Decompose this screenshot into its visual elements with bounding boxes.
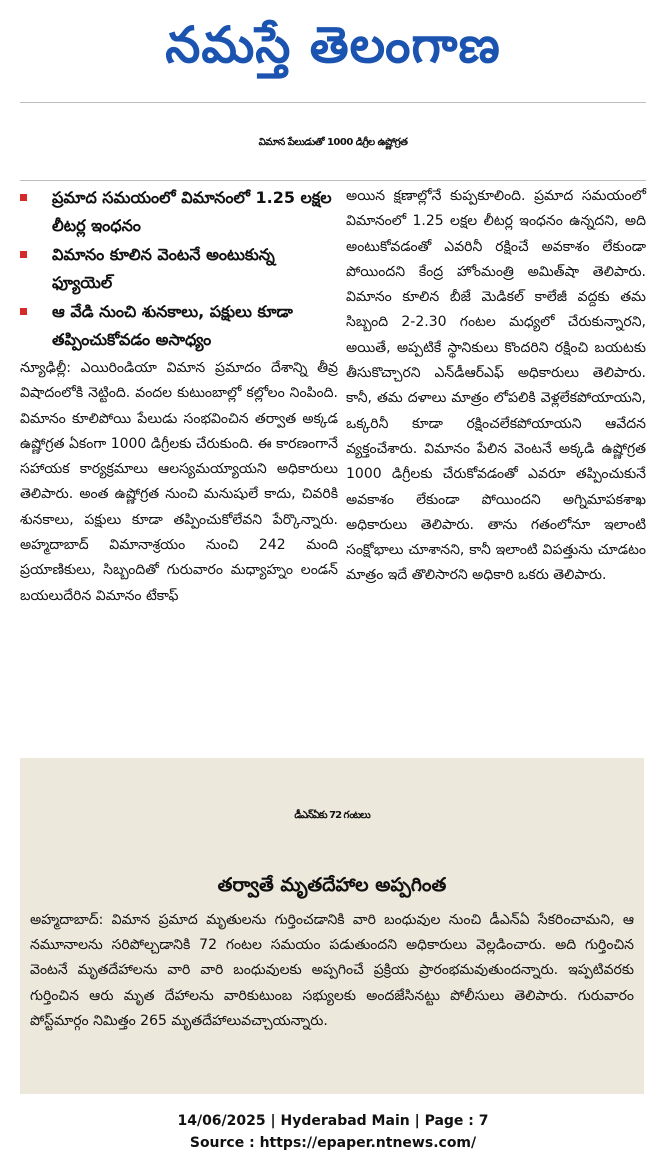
article1-body-right: అయిన క్షణాల్లోనే కుప్పకూలింది. ప్రమాద సమయంలో విమానంలో 1.25 లక్షల లీటర్ల ఇంధనం ఉన్నదని, అది అంటుకోవడంతో ఎవరినీ రక్షించే అవకాశం లేకుండా పోయిందని కేంద్ర హోంమంత్రి అమిత్‌షా తెలిపారు. విమానం కూలిన బీజే మెడికల్ కాలేజీ వద్దకు తమ సిబ్బంది 2-2.30 గంటల మధ్యలో చేరుకున్నారని, అయితే, అప్పటికే స్థానికులు కొందరిని రక్షించి బయటకు తీసుకొచ్చారని ఎన్‌డీఆర్ఎఫ్ అధికారులు తెలిపారు. కానీ, తమ దళాలు మాత్రం లోపలికి వెళ్లలేకపోయాయని, ఒక్కరినీ కూడా రక్షించలేకపోయాయని ఆవేదన వ్యక్తంచేశారు. విమానం పేలిన వెంటనే అక్కడి ఉష్ణోగ్రత 1000 డిగ్రీలకు చేరుకోవడంతో ఎవరూ తప్పించుకునే అవకాశం లేకుండా పోయిందని అగ్నిమాపకశాఖ అధికారులు తెలిపారు. తాను గతంలోనూ ఇలాంటి సంక్షోభాలు చూశానని, కానీ ఇలాంటి విపత్తును చూడటం మాత్రం ఇదే తొలిసారని అధికారి ఒకరు తెలిపారు. <box>346 188 646 584</box>
article1-left-column <box>20 184 338 609</box>
article2-headline: డీఎన్ఏకు 72 గంటలు <box>294 810 370 821</box>
red-square-bullet-icon <box>20 251 27 258</box>
footer-source: Source : https://epaper.ntnews.com/ <box>189 1135 477 1151</box>
red-square-bullet-icon <box>20 308 27 315</box>
highlight-item <box>20 298 338 354</box>
divider-bottom <box>20 180 646 181</box>
footer-dateline: 14/06/2025 | Hyderabad Main | Page : 7 <box>177 1113 489 1129</box>
highlight-text: ప్రమాద సమయంలో విమానంలో 1.25 లక్షల లీటర్ల ఇంధనం <box>52 188 332 235</box>
article1-right-column <box>346 184 646 589</box>
newspaper-title: నమస్తే తెలంగాణ <box>165 16 501 74</box>
article2-subhead: తర్వాతే మృతదేహాల అప్పగింత <box>217 874 447 896</box>
divider-top <box>20 102 646 103</box>
article1-highlights <box>20 184 338 354</box>
highlight-text: విమానం కూలిన వెంటనే అంటుకున్న ఫ్యూయెల్ <box>52 245 275 292</box>
masthead <box>0 0 666 88</box>
article1-body-left: న్యూఢిల్లీ: ఎయిరిండియా విమాన ప్రమాదం దేశాన్ని తీవ్ర విషాదంలోకి నెట్టింది. వందల కుటుంబాల్లో కల్లోలం నింపింది. విమానం కూలిపోయి పేలుడు సంభవించిన తర్వాత అక్కడ ఉష్ణోగ్రత ఏకంగా 1000 డిగ్రీలకు చేరుకుంది. ఈ కారణంగానే సహాయక కార్యక్రమాలు ఆలస్యమయ్యాయని అధికారులు తెలిపారు. అంత ఉష్ణోగ్రత నుంచి మనుషులే కాదు, చివరికి శునకాలు, పక్షులు కూడా తప్పించుకోలేవని పేర్కొన్నారు. అహ్మదాబాద్ విమానాశ్రయం నుంచి 242 మంది ప్రయాణికులు, సిబ్బందితో గురువారం మధ్యాహ్నం లండన్ బయలుదేరిన విమానం టేకాఫ్ <box>20 360 338 604</box>
highlight-item <box>20 241 338 297</box>
red-square-bullet-icon <box>20 194 27 201</box>
highlight-item <box>20 184 338 240</box>
article1-headline: విమాన పేలుడుతో 1000 డిగ్రీల ఉష్ణోగ్రత <box>258 137 408 148</box>
highlight-text: ఆ వేడి నుంచి శునకాలు, పక్షులు కూడా తప్పించుకోవడం అసాధ్యం <box>52 302 293 349</box>
article2-box <box>20 758 644 1094</box>
article2-body: అహ్మదాబాద్: విమాన ప్రమాద మృతులను గుర్తించడానికి వారి బంధువుల నుంచి డీఎన్ఏ సేకరించామని, ఆ నమూనాలను సరిపోల్చడానికి 72 గంటల సమయం పడుతుందని అధికారులు వెల్లడించారు. అది గుర్తించిన వెంటనే మృతదేహాలను వారి వారి బంధువులకు అప్పగించే ప్రక్రియ ప్రారంభమవుతుందన్నారు. ఇప్పటివరకు గుర్తించిన ఆరు మృత దేహాలను వారికుటుంబ సభ్యులకు అందజేసినట్టు పోలీసులు తెలిపారు. గురువారం పోస్ట్‌మార్గం నిమిత్తం 265 మృతదేహాలువచ్చాయన్నారు. <box>30 912 634 1029</box>
